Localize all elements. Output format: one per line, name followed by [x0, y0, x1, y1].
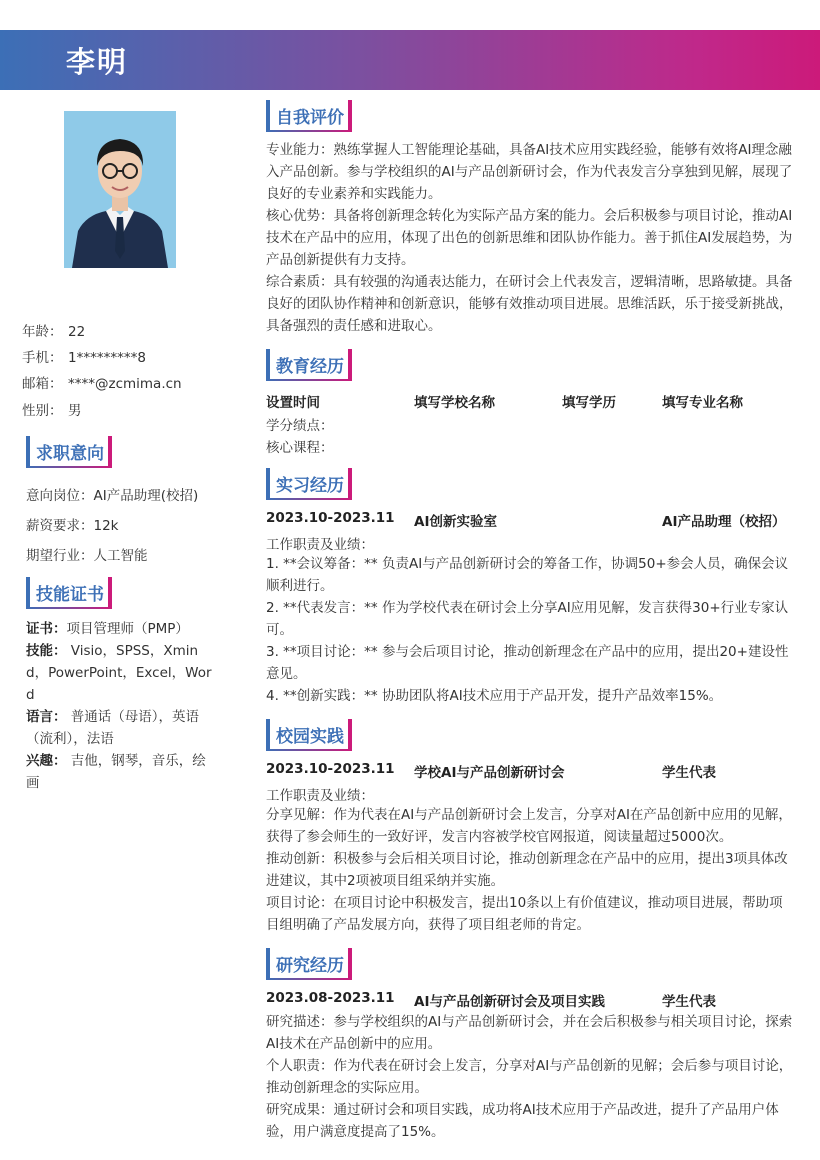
info-phone: 手机： 1*********8 [22, 350, 146, 366]
campus-item: 项目讨论：在项目讨论中积极发言，提出10条以上有价值建议，推动项目进展，帮助项目组明确了产品发展方向，获得了项目组老师的肯定。 [266, 895, 783, 933]
job-intent-position: 意向岗位：AI产品助理(校招) [26, 488, 199, 504]
section-title-campus: 校园实践 [266, 719, 352, 749]
internship-role: AI产品助理（校招） [662, 514, 786, 530]
name-banner [0, 30, 820, 90]
research-time: 2023.08-2023.11 [266, 990, 395, 1006]
info-email: 邮箱： ****@zcmima.cn [22, 376, 182, 392]
section-title-internship: 实习经历 [266, 468, 352, 498]
research-item: 研究成果：通过研讨会和项目实践，成功将AI技术应用于产品改进，提升了产品用户体验，用户满意度提高了15%。 [266, 1102, 779, 1140]
research-org: AI与产品创新研讨会及项目实践 [414, 994, 605, 1010]
skill-hobbies: 兴趣： 吉他，钢琴，音乐，绘画 [26, 753, 206, 791]
skill-languages: 语言： 普通话（母语），英语（流利），法语 [26, 709, 200, 747]
campus-time: 2023.10-2023.11 [266, 761, 395, 777]
internship-intro: 工作职责及业绩： [266, 537, 374, 553]
info-age: 年龄： 22 [22, 324, 86, 340]
internship-item: 2. **代表发言：** 作为学校代表在研讨会上分享AI应用见解，发言获得30+行业专家认可。 [266, 600, 789, 638]
research-item: 个人职责：作为代表在研讨会上发言，分享对AI与产品创新的见解；会后参与项目讨论，推动创新理念的实际应用。 [266, 1058, 793, 1096]
info-gender: 性别： 男 [22, 403, 82, 419]
job-intent-salary: 薪资要求：12k [26, 518, 119, 534]
education-gpa: 学分绩点： [266, 418, 334, 434]
research-role: 学生代表 [662, 994, 716, 1010]
candidate-name: 李明 [66, 45, 129, 79]
self-eval-professional: 专业能力：熟练掌握人工智能理论基础，具备AI技术应用实践经验，能够有效将AI理念融入产品创新。参与学校组织的AI与产品创新研讨会，作为代表发言分享独到见解，展现了良好的专业素养和实践能力。 [266, 142, 793, 202]
education-courses: 核心课程： [266, 440, 334, 456]
internship-time: 2023.10-2023.11 [266, 510, 395, 526]
section-title-self-eval: 自我评价 [266, 100, 352, 130]
education-major: 填写专业名称 [662, 395, 743, 411]
research-item: 研究描述：参与学校组织的AI与产品创新研讨会，并在会后积极参与相关项目讨论，探索AI技术在产品创新中的应用。 [266, 1014, 793, 1052]
internship-item: 3. **项目讨论：** 参与会后项目讨论，推动创新理念在产品中的应用，提出20+建设性意见。 [266, 644, 789, 682]
section-title-research: 研究经历 [266, 948, 352, 978]
section-title-skills: 技能证书 [26, 577, 112, 607]
campus-org: 学校AI与产品创新研讨会 [414, 765, 565, 781]
skill-certificate: 证书：项目管理师（PMP） [26, 621, 189, 637]
education-school: 填写学校名称 [414, 395, 495, 411]
skill-tools: 技能： Visio，SPSS，Xmind，PowerPoint，Excel，Word [26, 643, 212, 703]
internship-item: 4. **创新实践：** 协助团队将AI技术应用于产品开发，提升产品效率15%。 [266, 688, 723, 704]
section-title-job-intent: 求职意向 [26, 436, 112, 466]
profile-photo [64, 111, 176, 268]
education-degree: 填写学历 [562, 395, 616, 411]
campus-intro: 工作职责及业绩： [266, 788, 374, 804]
internship-item: 1. **会议筹备：** 负责AI与产品创新研讨会的筹备工作，协调50+参会人员，确保会议顺利进行。 [266, 556, 789, 594]
campus-item: 分享见解：作为代表在AI与产品创新研讨会上发言，分享对AI在产品创新中应用的见解，获得了参会师生的一致好评，发言内容被学校官网报道，阅读量超过5000次。 [266, 807, 792, 845]
job-intent-industry: 期望行业：人工智能 [26, 548, 148, 564]
campus-item: 推动创新：积极参与会后相关项目讨论，推动创新理念在产品中的应用，提出3项具体改进建议，其中2项被项目组采纳并实施。 [266, 851, 788, 889]
education-time: 设置时间 [266, 395, 320, 411]
self-eval-overall: 综合素质：具有较强的沟通表达能力，在研讨会上代表发言，逻辑清晰，思路敏捷。具备良好的团队协作精神和创新意识，能够有效推动项目进展。思维活跃，乐于接受新挑战，具备强烈的责任感和进取心。 [266, 274, 793, 334]
internship-org: AI创新实验室 [414, 514, 497, 530]
campus-role: 学生代表 [662, 765, 716, 781]
section-title-education: 教育经历 [266, 349, 352, 379]
self-eval-strength: 核心优势：具备将创新理念转化为实际产品方案的能力。会后积极参与项目讨论，推动AI技术在产品中的应用，体现了出色的创新思维和团队协作能力。善于抓住AI发展趋势，为产品创新提供有力支持。 [266, 208, 793, 268]
